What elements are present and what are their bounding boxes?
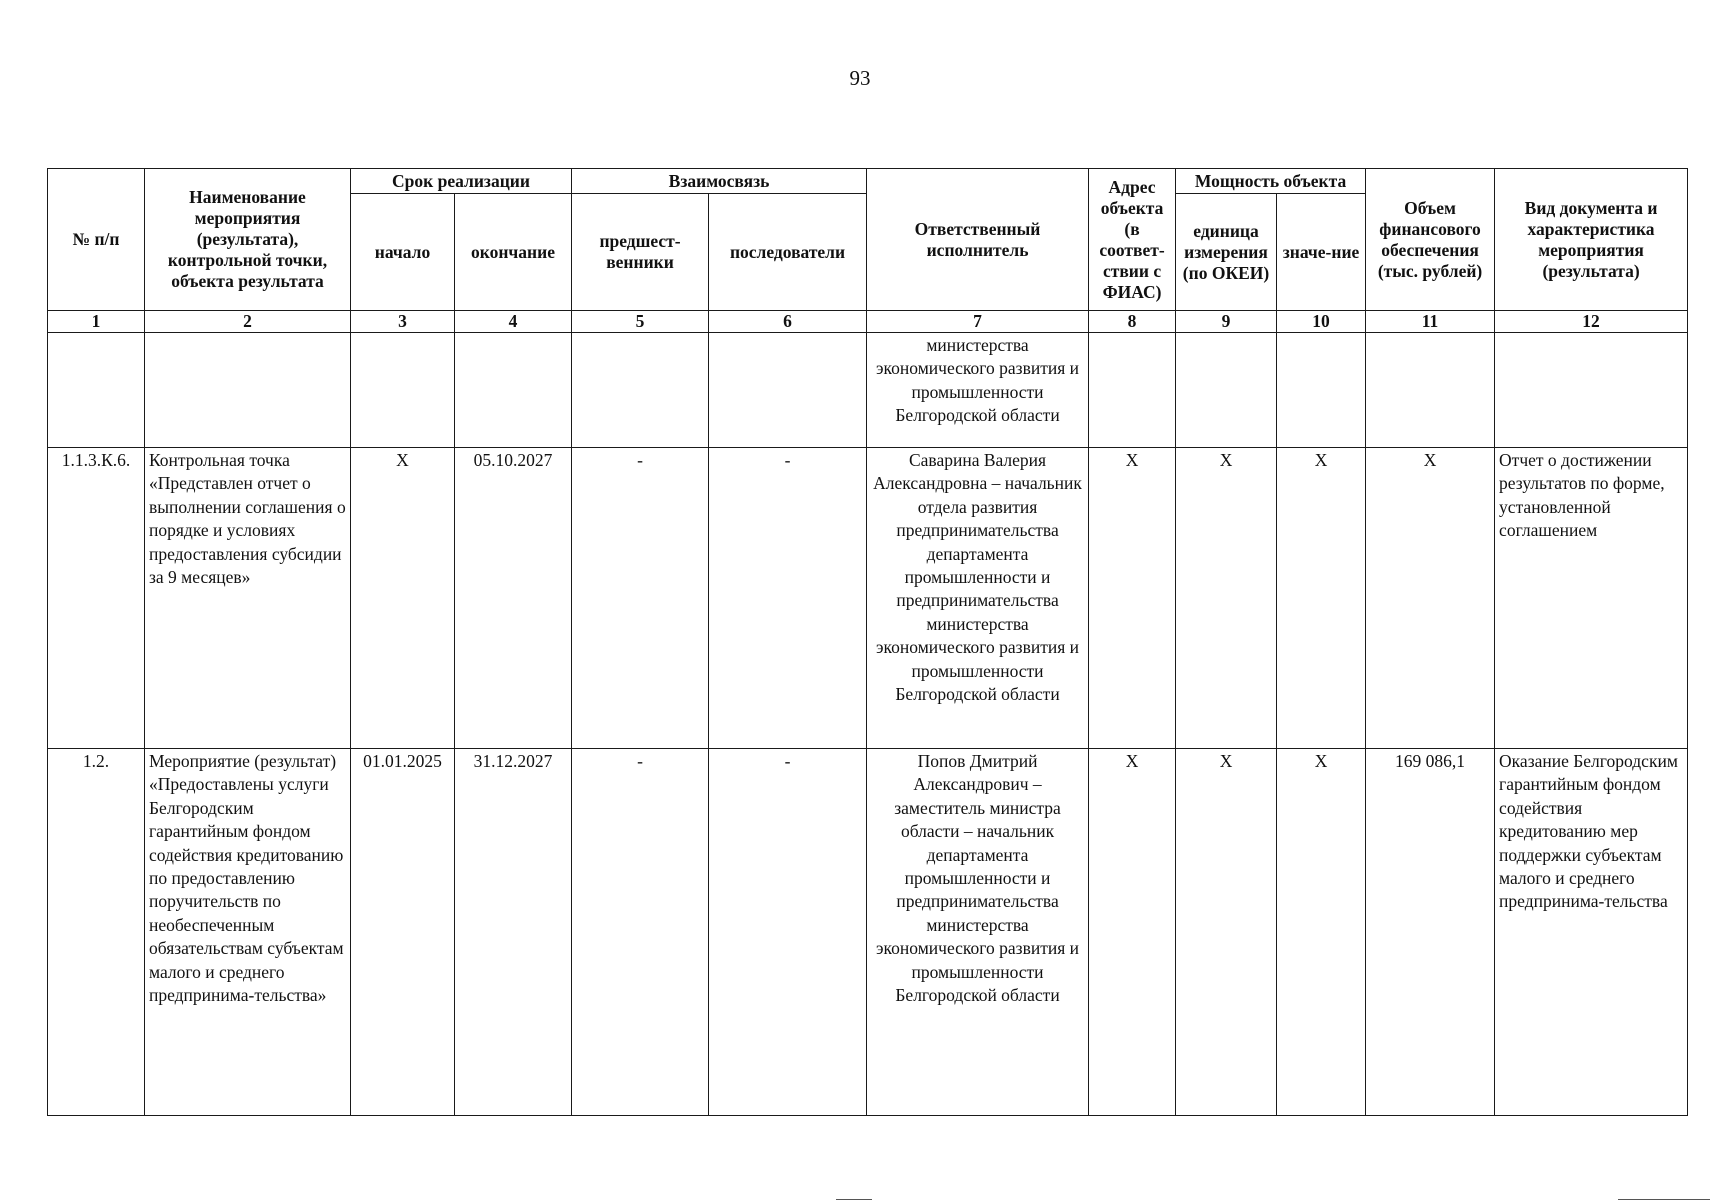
header-row-groups — [48, 169, 1688, 194]
cell-responsible: Саварина Валерия Александровна – начальник отдела развития предпринимательства департамента промышленности и предпринимательства министерства экономического развития и промышленности Белгородской области — [867, 448, 1089, 749]
cell-successors: - — [709, 749, 867, 1116]
cell-address — [1089, 333, 1176, 448]
cell-successors — [709, 333, 867, 448]
header-document: Вид документа и характеристика мероприятия (результата) — [1495, 169, 1688, 311]
header-volume: Объем финансового обеспечения (тыс. рублей) — [1366, 169, 1495, 311]
header-group-term: Срок реализации — [351, 169, 572, 194]
cell-num: 1.1.3.К.6. — [48, 448, 145, 749]
cell-num: 1.2. — [48, 749, 145, 1116]
cell-predecessors: - — [572, 749, 709, 1116]
header-name: Наименование мероприятия (результата), контрольной точки, объекта результата — [145, 169, 351, 311]
table-row — [48, 448, 1688, 749]
header-unit: единица измерения (по ОКЕИ) — [1176, 194, 1277, 311]
column-number: 7 — [867, 311, 1089, 333]
header-group-link: Взаимосвязь — [572, 169, 867, 194]
cell-document: Оказание Белгородским гарантийным фондом содействия кредитованию мер поддержки субъектам малого и среднего предпринима-тельства — [1495, 749, 1688, 1116]
cell-unit — [1176, 333, 1277, 448]
cell-address: X — [1089, 448, 1176, 749]
column-number: 6 — [709, 311, 867, 333]
table-row — [48, 333, 1688, 448]
cell-document: Отчет о достижении результатов по форме, установленной соглашением — [1495, 448, 1688, 749]
cell-volume: X — [1366, 448, 1495, 749]
cell-predecessors — [572, 333, 709, 448]
column-number: 2 — [145, 311, 351, 333]
cell-address: X — [1089, 749, 1176, 1116]
cell-start — [351, 333, 455, 448]
header-num: № п/п — [48, 169, 145, 311]
page-number: 93 — [849, 66, 871, 90]
column-number: 3 — [351, 311, 455, 333]
cell-volume: 169 086,1 — [1366, 749, 1495, 1116]
cell-unit: X — [1176, 749, 1277, 1116]
column-number: 8 — [1089, 311, 1176, 333]
column-number: 9 — [1176, 311, 1277, 333]
header-successors: последователи — [709, 194, 867, 311]
column-number: 4 — [455, 311, 572, 333]
header-predecessors: предшест-венники — [572, 194, 709, 311]
header-address: Адрес объекта (в соответ-ствии с ФИАС) — [1089, 169, 1176, 311]
header-group-capacity: Мощность объекта — [1176, 169, 1366, 194]
cell-volume — [1366, 333, 1495, 448]
header-value: значе-ние — [1277, 194, 1366, 311]
column-number: 12 — [1495, 311, 1688, 333]
cell-successors: - — [709, 448, 867, 749]
cell-start: 01.01.2025 — [351, 749, 455, 1116]
cell-name — [145, 333, 351, 448]
cell-document — [1495, 333, 1688, 448]
header-start: начало — [351, 194, 455, 311]
header-responsible: Ответственный исполнитель — [867, 169, 1089, 311]
cell-unit: X — [1176, 448, 1277, 749]
cell-value: X — [1277, 448, 1366, 749]
cell-num — [48, 333, 145, 448]
plan-table — [47, 168, 1688, 1116]
cell-end: 05.10.2027 — [455, 448, 572, 749]
table-row — [48, 749, 1688, 1116]
column-number-row — [48, 311, 1688, 333]
cell-value — [1277, 333, 1366, 448]
cell-value: X — [1277, 749, 1366, 1116]
column-number: 1 — [48, 311, 145, 333]
cell-end — [455, 333, 572, 448]
cell-name: Контрольная точка «Представлен отчет о выполнении соглашения о порядке и условиях предоставления субсидии за 9 месяцев» — [145, 448, 351, 749]
cell-name: Мероприятие (результат) «Предоставлены услуги Белгородским гарантийным фондом содействия кредитованию по предоставлению поручительств по необеспеченным обязательствам субъектам малого и среднего предпринима-тельства» — [145, 749, 351, 1116]
header-end: окончание — [455, 194, 572, 311]
cell-start: X — [351, 448, 455, 749]
column-number: 5 — [572, 311, 709, 333]
cell-responsible: министерства экономического развития и промышленности Белгородской области — [867, 333, 1089, 448]
cell-predecessors: - — [572, 448, 709, 749]
column-number: 10 — [1277, 311, 1366, 333]
column-number: 11 — [1366, 311, 1495, 333]
cell-responsible: Попов Дмитрий Александрович – заместитель министра области – начальник департамента промышленности и предпринимательства министерства экономического развития и промышленности Белгородской области — [867, 749, 1089, 1116]
cell-end: 31.12.2027 — [455, 749, 572, 1116]
